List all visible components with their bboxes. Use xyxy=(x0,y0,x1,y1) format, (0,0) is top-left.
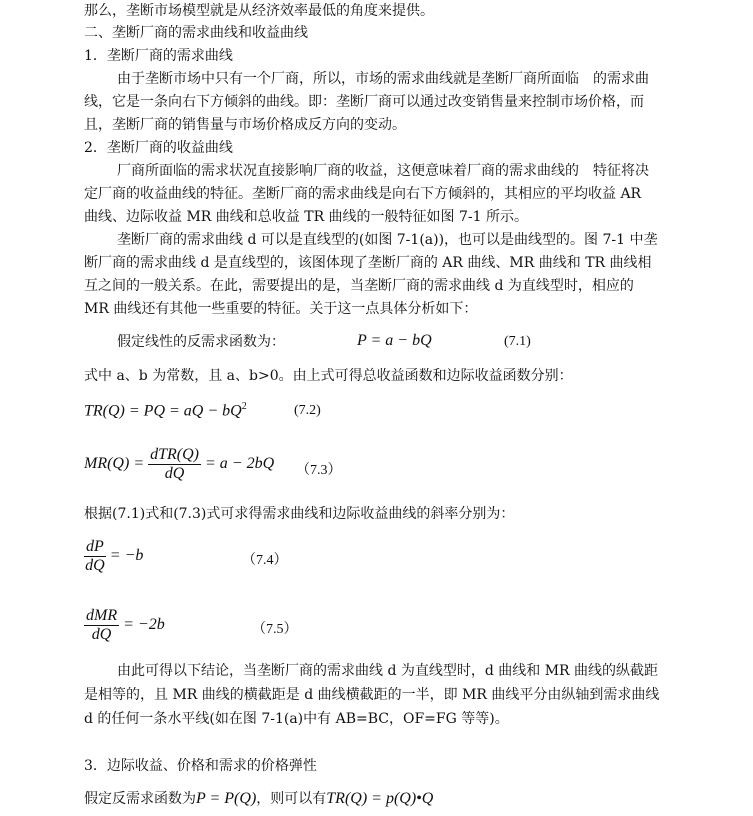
equation-7-5-numerator: dMR xyxy=(86,607,118,624)
subsection-heading-1: 1．垄断厂商的需求曲线 xyxy=(84,48,233,64)
equation-number-7-2: (7.2) xyxy=(294,403,321,418)
paragraph-demand-line1: 由于垄断市场中只有一个厂商，所以，市场的需求曲线就是垄断厂商所面临 的需求曲 xyxy=(117,71,649,87)
equation-7-2 xyxy=(84,401,247,420)
equation-7-2-body: TR(Q) = PQ = aQ − bQ xyxy=(84,402,242,420)
paragraph-constants: 式中 a、b 为常数，且 a、b>0。由上式可得总收益函数和边际收益函数分别： xyxy=(84,368,573,384)
paragraph-linear-line2: 断厂商的需求曲线 d 是直线型的，该图体现了垄断厂商的 AR 曲线、MR 曲线和 TR 曲线相 xyxy=(84,255,652,271)
equation-7-4 xyxy=(84,538,143,575)
equation-inverse-demand: P = P(Q) xyxy=(196,790,257,807)
paragraph-linear-line1: 垄断厂商的需求曲线 d 可以是直线型的(如图 7-1(a))，也可以是曲线型的。图 7-1 中垄 xyxy=(117,232,658,248)
paragraph-slopes: 根据(7.1)式和(7.3)式可求得需求曲线和边际收益曲线的斜率分别为： xyxy=(84,506,515,522)
equation-7-5-fraction xyxy=(84,607,119,644)
paragraph-revenue-line3: 曲线、边际收益 MR 曲线和总收益 TR 曲线的一般特征如图 7-1 所示。 xyxy=(84,209,528,225)
equation-7-3 xyxy=(84,446,274,483)
equation-7-5-denominator: dQ xyxy=(91,626,112,643)
paragraph-revenue-line1: 厂商所面临的需求状况直接影响厂商的收益，这便意味着厂商的需求曲线的 特征将决 xyxy=(117,163,649,179)
equation-7-4-numerator: dP xyxy=(86,538,104,555)
paragraph-assume: 假定线性的反需求函数为： xyxy=(117,334,285,350)
paragraph-conclusion-line3: d 的任何一条水平线(如在图 7-1(a)中有 AB=BC，OF=FG 等等)。 xyxy=(84,711,509,727)
equation-7-3-rhs: = a − 2bQ xyxy=(205,455,275,473)
paragraph-linear-line3: 互之间的一般关系。在此，需要提出的是，当垄断厂商的需求曲线 d 为直线型时，相应的 xyxy=(84,278,634,294)
equation-7-3-denominator: dQ xyxy=(164,465,185,482)
equation-number-7-1: (7.1) xyxy=(504,334,531,349)
paragraph-inverse-demand xyxy=(84,790,433,808)
paragraph-inverse-demand-text: 假定反需求函数为 xyxy=(84,791,196,807)
equation-7-5-rhs: = −2b xyxy=(123,616,165,634)
equation-number-7-4: （7.4） xyxy=(242,553,288,568)
equation-number-7-5: （7.5） xyxy=(252,622,298,637)
section-heading: 二、垄断厂商的需求曲线和收益曲线 xyxy=(84,25,308,41)
equation-7-4-denominator: dQ xyxy=(85,557,105,574)
equation-7-4-rhs: = −b xyxy=(109,547,144,565)
equation-7-3-lhs: MR(Q) = xyxy=(84,455,145,473)
equation-7-3-fraction xyxy=(148,446,201,483)
paragraph-conclusion-line1: 由此可得以下结论，当垄断厂商的需求曲线 d 为直线型时，d 曲线和 MR 曲线的纵截距 xyxy=(117,663,659,679)
equation-7-4-fraction xyxy=(84,538,106,575)
equation-7-3-numerator: dTR(Q) xyxy=(150,446,199,463)
paragraph-demand-line2: 线，它是一条向右下方倾斜的曲线。即：垄断厂商可以通过改变销售量来控制市场价格，而 xyxy=(84,94,644,110)
paragraph-inverse-demand-mid: ，则可以有 xyxy=(256,791,327,807)
subsection-heading-2: 2．垄断厂商的收益曲线 xyxy=(84,140,233,156)
equation-7-5 xyxy=(84,607,165,644)
paragraph-intro: 那么，垄断市场模型就是从经济效率最低的角度来提供。 xyxy=(84,3,434,19)
paragraph-linear-line4: MR 曲线还有其他一些重要的特征。关于这一点具体分析如下： xyxy=(84,301,478,317)
equation-7-2-exponent: 2 xyxy=(241,401,247,412)
equation-number-7-3: （7.3） xyxy=(296,463,342,478)
equation-total-revenue: TR(Q) = p(Q)•Q xyxy=(326,790,434,807)
paragraph-revenue-line2: 定厂商的收益曲线的特征。垄断厂商的需求曲线是向右下方倾斜的，其相应的平均收益 AR xyxy=(84,186,642,202)
equation-7-1: P = a − bQ xyxy=(357,332,432,349)
paragraph-demand-line3: 且，垄断厂商的销售量与市场价格成反方向的变动。 xyxy=(84,117,406,133)
subsection-heading-3: 3．边际收益、价格和需求的价格弹性 xyxy=(84,758,317,774)
paragraph-conclusion-line2: 是相等的，且 MR 曲线的横截距是 d 曲线横截距的一半，即 MR 曲线平分由纵轴到需求曲线 xyxy=(84,687,660,703)
